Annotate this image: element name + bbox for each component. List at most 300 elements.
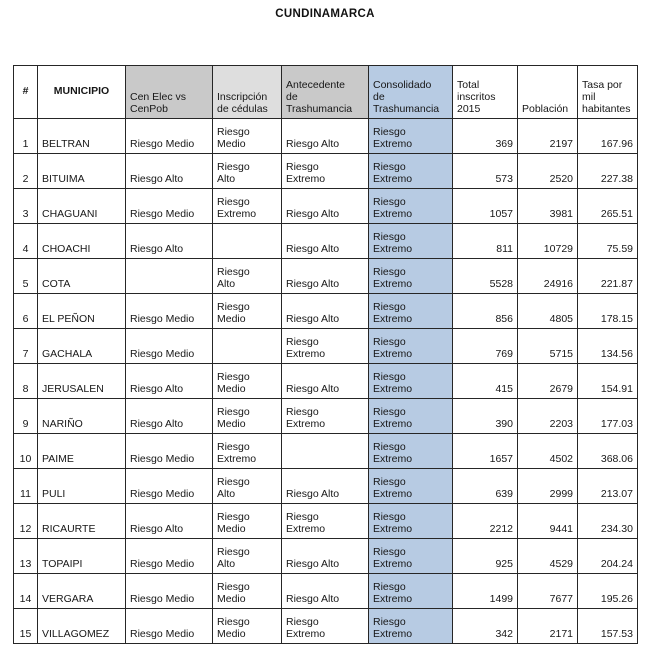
cell-municipio: [38, 294, 126, 329]
cell-text: 2999: [549, 487, 573, 500]
cell-antecedente: [282, 329, 369, 364]
cell-text: 6: [22, 312, 29, 325]
cell-tasa: [578, 294, 638, 329]
cell-text: Riesgo Extremo: [373, 615, 413, 640]
cell-text: Riesgo Medio: [130, 487, 195, 500]
cell-num: [14, 119, 38, 154]
cell-tasa: [578, 574, 638, 609]
cell-text: 9: [22, 417, 29, 430]
cell-consolidado: [369, 189, 453, 224]
cell-text: 1057: [489, 207, 513, 220]
cell-total: [453, 469, 518, 504]
cell-municipio: [38, 434, 126, 469]
cell-text: CHOACHI: [42, 242, 91, 255]
cell-text: Riesgo Medio: [130, 557, 195, 570]
cell-text: 4529: [549, 557, 573, 570]
cell-municipio: [38, 224, 126, 259]
cell-poblacion: [518, 504, 578, 539]
cell-text: Riesgo Alto: [130, 382, 184, 395]
header-label: Población: [522, 102, 569, 115]
cell-inscripcion: [213, 399, 282, 434]
cell-text: Riesgo Medio: [130, 312, 195, 325]
cell-consolidado: [369, 609, 453, 644]
cell-municipio: [38, 574, 126, 609]
cell-text: Riesgo Medio: [217, 615, 250, 640]
header-label: #: [22, 85, 29, 98]
cell-text: 2212: [489, 522, 513, 535]
cell-total: [453, 539, 518, 574]
cell-text: Riesgo Medio: [217, 125, 250, 150]
cell-cen_elec: [126, 224, 213, 259]
cell-text: VILLAGOMEZ: [42, 627, 110, 640]
cell-antecedente: [282, 434, 369, 469]
cell-tasa: [578, 609, 638, 644]
cell-text: 856: [495, 312, 513, 325]
cell-text: Riesgo Extremo: [286, 160, 326, 185]
cell-text: 134.56: [600, 347, 633, 360]
table-row: [14, 504, 638, 539]
header-cen-elec-vs-cenpob: [126, 66, 213, 119]
cell-text: 5715: [549, 347, 573, 360]
cell-text: 10729: [543, 242, 573, 255]
cell-text: 8: [22, 382, 29, 395]
cell-text: Riesgo Extremo: [286, 510, 326, 535]
cell-tasa: [578, 154, 638, 189]
cell-text: 3981: [549, 207, 573, 220]
cell-text: Riesgo Alto: [286, 277, 340, 290]
cell-text: Riesgo Alto: [286, 207, 340, 220]
cell-inscripcion: [213, 259, 282, 294]
cell-text: COTA: [42, 277, 71, 290]
cell-text: Riesgo Medio: [130, 207, 195, 220]
cell-total: [453, 154, 518, 189]
cell-text: Riesgo Medio: [130, 452, 195, 465]
table-row: [14, 259, 638, 294]
cell-text: Riesgo Medio: [130, 347, 195, 360]
cell-cen_elec: [126, 574, 213, 609]
table-row: [14, 189, 638, 224]
cell-consolidado: [369, 504, 453, 539]
table-row: [14, 364, 638, 399]
cell-text: 1: [22, 137, 29, 150]
cell-text: Riesgo Alto: [130, 172, 184, 185]
cell-text: 213.07: [600, 487, 633, 500]
cell-text: 2197: [549, 137, 573, 150]
cell-consolidado: [369, 364, 453, 399]
cell-antecedente: [282, 294, 369, 329]
cell-text: Riesgo Medio: [217, 510, 250, 535]
cell-text: Riesgo Medio: [130, 137, 195, 150]
cell-text: RICAURTE: [42, 522, 96, 535]
cell-text: 13: [19, 557, 32, 570]
cell-text: 4805: [549, 312, 573, 325]
cell-text: Riesgo Extremo: [217, 195, 257, 220]
cell-text: 195.26: [600, 592, 633, 605]
cell-municipio: [38, 609, 126, 644]
cell-num: [14, 294, 38, 329]
cell-num: [14, 609, 38, 644]
cell-total: [453, 504, 518, 539]
cell-text: 227.38: [600, 172, 633, 185]
cell-inscripcion: [213, 434, 282, 469]
cell-text: Riesgo Alto: [286, 487, 340, 500]
header-total-inscritos-2015: [453, 66, 518, 119]
header-label: Tasa por mil habitantes: [582, 78, 631, 115]
cell-cen_elec: [126, 259, 213, 294]
cell-num: [14, 259, 38, 294]
cell-text: 1657: [489, 452, 513, 465]
cell-tasa: [578, 364, 638, 399]
cell-text: 14: [19, 592, 32, 605]
cell-text: 342: [495, 627, 513, 640]
table-header: [14, 66, 638, 119]
cell-tasa: [578, 469, 638, 504]
cell-text: Riesgo Extremo: [373, 265, 413, 290]
cell-tasa: [578, 189, 638, 224]
cell-cen_elec: [126, 609, 213, 644]
cell-cen_elec: [126, 399, 213, 434]
cell-poblacion: [518, 294, 578, 329]
header-label: Consolidado de Trashumancia: [373, 78, 440, 115]
cell-total: [453, 364, 518, 399]
cell-text: Riesgo Alto: [217, 265, 250, 290]
header-poblacion: [518, 66, 578, 119]
cell-text: 12: [19, 522, 32, 535]
cell-text: 15: [19, 627, 32, 640]
cell-text: Riesgo Extremo: [373, 545, 413, 570]
cell-text: BELTRAN: [42, 137, 90, 150]
cell-text: 639: [495, 487, 513, 500]
cell-text: 2520: [549, 172, 573, 185]
cell-poblacion: [518, 224, 578, 259]
table-row: [14, 469, 638, 504]
cell-text: Riesgo Medio: [217, 370, 250, 395]
table-row: [14, 224, 638, 259]
cell-consolidado: [369, 259, 453, 294]
cell-text: EL PEÑON: [42, 312, 95, 325]
cell-inscripcion: [213, 504, 282, 539]
cell-text: Riesgo Medio: [217, 580, 250, 605]
cell-tasa: [578, 399, 638, 434]
cell-text: Riesgo Extremo: [286, 615, 326, 640]
cell-inscripcion: [213, 154, 282, 189]
cell-text: 265.51: [600, 207, 633, 220]
cell-text: Riesgo Alto: [130, 417, 184, 430]
cell-text: Riesgo Alto: [286, 137, 340, 150]
table-header-row: [14, 66, 638, 119]
cell-total: [453, 609, 518, 644]
cell-antecedente: [282, 504, 369, 539]
cell-poblacion: [518, 154, 578, 189]
cell-text: Riesgo Alto: [286, 312, 340, 325]
cell-antecedente: [282, 119, 369, 154]
cell-tasa: [578, 119, 638, 154]
cell-text: 10: [19, 452, 32, 465]
cell-antecedente: [282, 574, 369, 609]
table-row: [14, 609, 638, 644]
cell-cen_elec: [126, 434, 213, 469]
cell-text: CHAGUANI: [42, 207, 98, 220]
cell-municipio: [38, 119, 126, 154]
cell-text: 2679: [549, 382, 573, 395]
cell-tasa: [578, 434, 638, 469]
cell-text: 154.91: [600, 382, 633, 395]
cell-cen_elec: [126, 539, 213, 574]
cell-text: 4: [22, 242, 29, 255]
cell-total: [453, 259, 518, 294]
cell-poblacion: [518, 399, 578, 434]
cell-text: Riesgo Extremo: [373, 580, 413, 605]
cell-text: 769: [495, 347, 513, 360]
cell-num: [14, 189, 38, 224]
header-municipio: [38, 66, 126, 119]
cell-antecedente: [282, 539, 369, 574]
cell-municipio: [38, 259, 126, 294]
cell-text: Riesgo Extremo: [373, 370, 413, 395]
cell-poblacion: [518, 189, 578, 224]
cell-text: 1499: [489, 592, 513, 605]
header-inscripcion-de-cedulas: [213, 66, 282, 119]
cell-antecedente: [282, 469, 369, 504]
cell-text: Riesgo Medio: [217, 300, 250, 325]
cell-poblacion: [518, 329, 578, 364]
cell-text: Riesgo Extremo: [373, 510, 413, 535]
cell-antecedente: [282, 259, 369, 294]
header-label: Total inscritos 2015: [457, 78, 496, 115]
cell-inscripcion: [213, 609, 282, 644]
cell-text: 2: [22, 172, 29, 185]
cell-num: [14, 399, 38, 434]
cell-cen_elec: [126, 119, 213, 154]
cell-text: Riesgo Extremo: [373, 125, 413, 150]
cell-poblacion: [518, 609, 578, 644]
cell-text: 390: [495, 417, 513, 430]
cell-tasa: [578, 504, 638, 539]
cell-text: BITUIMA: [42, 172, 85, 185]
cell-total: [453, 329, 518, 364]
table-row: [14, 119, 638, 154]
cell-antecedente: [282, 154, 369, 189]
cell-text: 2171: [549, 627, 573, 640]
cell-municipio: [38, 539, 126, 574]
cell-text: PULI: [42, 487, 66, 500]
cell-text: Riesgo Medio: [217, 405, 250, 430]
cell-consolidado: [369, 434, 453, 469]
cell-text: Riesgo Alto: [286, 242, 340, 255]
cell-consolidado: [369, 119, 453, 154]
cell-text: Riesgo Medio: [130, 627, 195, 640]
cell-text: PAIME: [42, 452, 74, 465]
cell-text: Riesgo Alto: [286, 592, 340, 605]
table-row: [14, 434, 638, 469]
cell-antecedente: [282, 189, 369, 224]
trashumancia-table: [13, 65, 638, 644]
cell-consolidado: [369, 329, 453, 364]
cell-municipio: [38, 504, 126, 539]
cell-text: Riesgo Extremo: [373, 300, 413, 325]
cell-text: 5528: [489, 277, 513, 290]
cell-num: [14, 469, 38, 504]
cell-cen_elec: [126, 364, 213, 399]
cell-cen_elec: [126, 294, 213, 329]
cell-text: TOPAIPI: [42, 557, 83, 570]
cell-cen_elec: [126, 504, 213, 539]
cell-text: Riesgo Alto: [217, 475, 250, 500]
cell-inscripcion: [213, 294, 282, 329]
cell-text: 925: [495, 557, 513, 570]
cell-poblacion: [518, 469, 578, 504]
cell-cen_elec: [126, 154, 213, 189]
cell-text: 24916: [543, 277, 573, 290]
cell-text: 177.03: [600, 417, 633, 430]
cell-poblacion: [518, 539, 578, 574]
cell-text: 2203: [549, 417, 573, 430]
table-row: [14, 399, 638, 434]
cell-municipio: [38, 364, 126, 399]
cell-num: [14, 574, 38, 609]
cell-text: 5: [22, 277, 29, 290]
cell-text: 75.59: [606, 242, 633, 255]
cell-text: 369: [495, 137, 513, 150]
table-row: [14, 294, 638, 329]
cell-inscripcion: [213, 469, 282, 504]
cell-consolidado: [369, 224, 453, 259]
cell-text: Riesgo Extremo: [373, 195, 413, 220]
cell-consolidado: [369, 294, 453, 329]
cell-text: 167.96: [600, 137, 633, 150]
header-consolidado-de-trashumancia: [369, 66, 453, 119]
cell-text: 811: [496, 242, 513, 255]
cell-municipio: [38, 154, 126, 189]
cell-num: [14, 329, 38, 364]
cell-inscripcion: [213, 574, 282, 609]
cell-text: 234.30: [600, 522, 633, 535]
cell-text: Riesgo Alto: [130, 522, 184, 535]
header-label: Inscripción de cédulas: [217, 90, 268, 115]
cell-text: 7677: [549, 592, 573, 605]
cell-text: Riesgo Alto: [286, 382, 340, 395]
cell-num: [14, 539, 38, 574]
cell-municipio: [38, 329, 126, 364]
cell-text: 178.15: [600, 312, 633, 325]
cell-inscripcion: [213, 539, 282, 574]
cell-text: Riesgo Extremo: [373, 440, 413, 465]
cell-text: 157.53: [600, 627, 633, 640]
cell-text: Riesgo Extremo: [373, 475, 413, 500]
cell-cen_elec: [126, 329, 213, 364]
table-row: [14, 574, 638, 609]
header-label: MUNICIPIO: [53, 85, 110, 98]
cell-text: Riesgo Alto: [286, 557, 340, 570]
cell-text: 7: [22, 347, 29, 360]
cell-text: Riesgo Extremo: [373, 160, 413, 185]
cell-text: 3: [22, 207, 29, 220]
cell-num: [14, 224, 38, 259]
cell-text: Riesgo Extremo: [373, 405, 413, 430]
cell-text: VERGARA: [42, 592, 94, 605]
cell-text: 4502: [549, 452, 573, 465]
cell-consolidado: [369, 539, 453, 574]
cell-text: Riesgo Alto: [130, 242, 184, 255]
cell-tasa: [578, 329, 638, 364]
cell-text: 11: [20, 487, 31, 500]
cell-consolidado: [369, 574, 453, 609]
table-row: [14, 154, 638, 189]
cell-text: 573: [495, 172, 513, 185]
cell-num: [14, 364, 38, 399]
cell-text: 368.06: [600, 452, 633, 465]
cell-text: Riesgo Extremo: [286, 335, 326, 360]
cell-text: NARIÑO: [42, 417, 83, 430]
cell-poblacion: [518, 574, 578, 609]
cell-inscripcion: [213, 189, 282, 224]
header-antecedente-de-trashumancia: [282, 66, 369, 119]
cell-total: [453, 434, 518, 469]
cell-poblacion: [518, 119, 578, 154]
cell-text: GACHALA: [42, 347, 93, 360]
cell-antecedente: [282, 609, 369, 644]
cell-total: [453, 189, 518, 224]
header-label: Cen Elec vs CenPob: [130, 90, 187, 115]
cell-text: Riesgo Extremo: [373, 230, 413, 255]
cell-cen_elec: [126, 189, 213, 224]
cell-num: [14, 504, 38, 539]
cell-consolidado: [369, 154, 453, 189]
cell-poblacion: [518, 259, 578, 294]
cell-antecedente: [282, 224, 369, 259]
cell-text: Riesgo Extremo: [373, 335, 413, 360]
cell-tasa: [578, 224, 638, 259]
page-title: CUNDINAMARCA: [275, 8, 375, 20]
cell-num: [14, 154, 38, 189]
header-label: Antecedente de Trashumancia: [286, 78, 353, 115]
cell-num: [14, 434, 38, 469]
cell-text: Riesgo Medio: [130, 592, 195, 605]
cell-text: 204.24: [600, 557, 633, 570]
cell-antecedente: [282, 399, 369, 434]
cell-text: 9441: [549, 522, 573, 535]
cell-text: 221.87: [600, 277, 633, 290]
cell-poblacion: [518, 434, 578, 469]
cell-tasa: [578, 539, 638, 574]
cell-consolidado: [369, 469, 453, 504]
cell-total: [453, 224, 518, 259]
cell-text: Riesgo Extremo: [217, 440, 257, 465]
cell-tasa: [578, 259, 638, 294]
cell-total: [453, 399, 518, 434]
cell-text: Riesgo Extremo: [286, 405, 326, 430]
cell-text: Riesgo Alto: [217, 545, 250, 570]
cell-text: 415: [495, 382, 513, 395]
cell-total: [453, 294, 518, 329]
cell-municipio: [38, 399, 126, 434]
table-body: [14, 119, 638, 644]
cell-text: JERUSALEN: [42, 382, 104, 395]
cell-consolidado: [369, 399, 453, 434]
cell-municipio: [38, 189, 126, 224]
cell-cen_elec: [126, 469, 213, 504]
cell-inscripcion: [213, 119, 282, 154]
cell-total: [453, 119, 518, 154]
cell-municipio: [38, 469, 126, 504]
cell-text: Riesgo Alto: [217, 160, 250, 185]
table-row: [14, 539, 638, 574]
cell-total: [453, 574, 518, 609]
cell-poblacion: [518, 364, 578, 399]
cell-antecedente: [282, 364, 369, 399]
header-num: [14, 66, 38, 119]
table-row: [14, 329, 638, 364]
